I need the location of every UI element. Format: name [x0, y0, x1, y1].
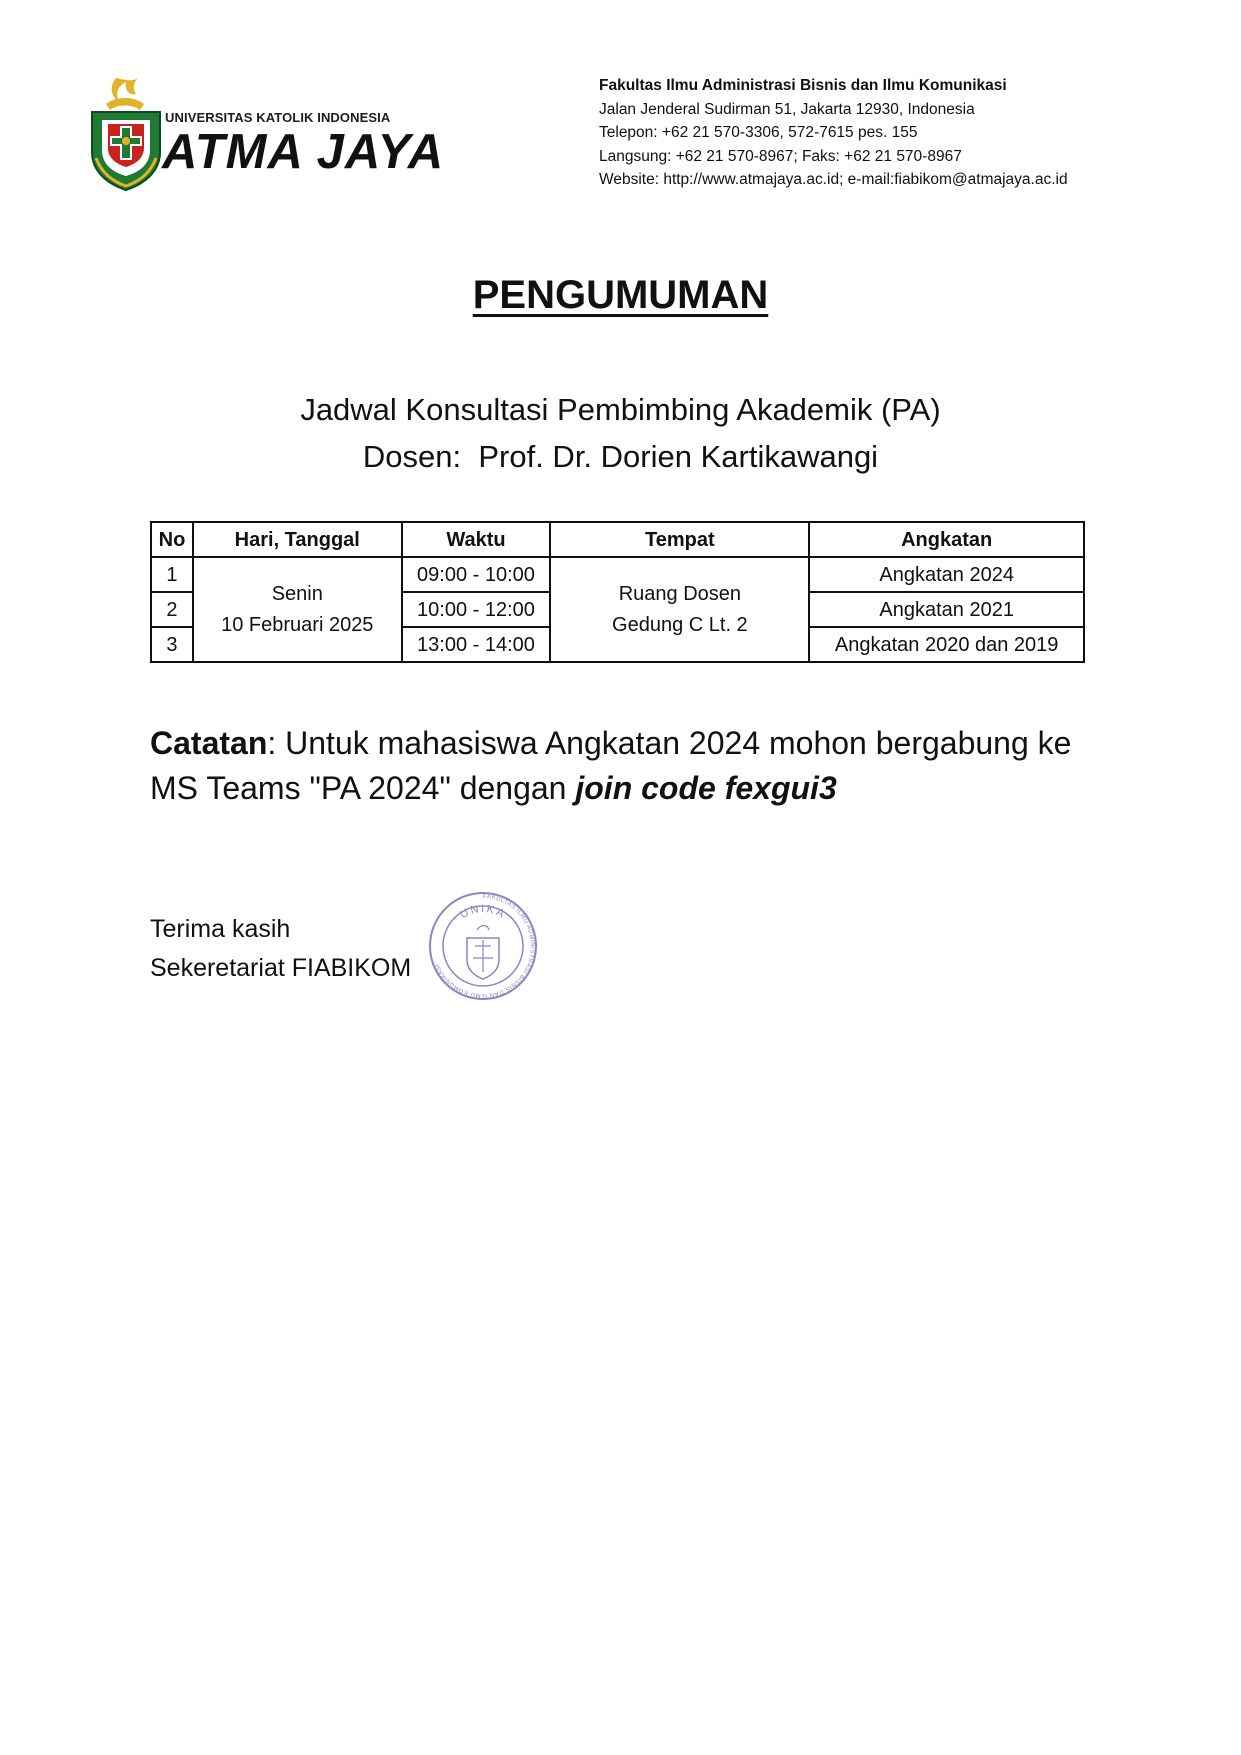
cell-time: 10:00 - 12:00	[402, 592, 551, 627]
note-text: : Untuk mahasiswa Angkatan 2024 mohon bergabung ke MS Teams "PA 2024" dengan	[150, 725, 1072, 806]
cell-cohort: Angkatan 2021	[809, 592, 1084, 627]
cell-cohort: Angkatan 2020 dan 2019	[809, 627, 1084, 662]
svg-text:UNIKA	[458, 903, 508, 921]
schedule-table	[150, 521, 1085, 663]
join-code: join code fexgui3	[575, 770, 837, 806]
table-header-row	[151, 522, 1084, 557]
cell-day-date	[193, 557, 402, 662]
atma-jaya-emblem-icon	[86, 74, 166, 192]
faculty-address: Jalan Jenderal Sudirman 51, Jakarta 12930, Indonesia	[599, 100, 975, 118]
announcement-title	[0, 270, 1241, 320]
faculty-contact-block	[599, 74, 1068, 192]
announcement-title-text: PENGUMUMAN	[472, 273, 769, 317]
cell-time: 09:00 - 10:00	[402, 557, 551, 592]
column-header-no: No	[151, 522, 193, 557]
logo-university-text: UNIVERSITAS KATOLIK INDONESIA	[165, 110, 391, 125]
cell-place	[550, 557, 809, 662]
note-paragraph	[150, 721, 1110, 811]
column-header-place: Tempat	[550, 522, 809, 557]
closing-thanks: Terima kasih	[150, 915, 291, 943]
column-header-date: Hari, Tanggal	[193, 522, 402, 557]
cell-cohort: Angkatan 2024	[809, 557, 1084, 592]
column-header-time: Waktu	[402, 522, 551, 557]
faculty-stamp	[427, 890, 539, 1002]
subtitle-line-1: Jadwal Konsultasi Pembimbing Akademik (PA)	[300, 392, 941, 427]
cell-place-line-1: Ruang Dosen	[618, 582, 742, 605]
cell-no: 3	[151, 627, 193, 662]
cell-date: 10 Februari 2025	[221, 613, 374, 636]
stamp-ring-text: FAKULTAS ILMU ADMINISTRASI BISNIS DAN ILMU KOMUNIKASI	[434, 893, 535, 999]
cell-place-line-2: Gedung C Lt. 2	[612, 613, 748, 636]
table-row	[151, 557, 1084, 592]
cell-day: Senin	[271, 582, 323, 605]
cell-no: 2	[151, 592, 193, 627]
faculty-name: Fakultas Ilmu Administrasi Bisnis dan Ilmu Komunikasi	[599, 77, 1007, 94]
logo-name-text: ATMA JAYA	[162, 125, 445, 179]
faculty-website: Website: http://www.atmajaya.ac.id; e-mail:fiabikom@atmajaya.ac.id	[599, 171, 1068, 188]
note-label: Catatan	[150, 725, 268, 761]
cell-no: 1	[151, 557, 193, 592]
cell-time: 13:00 - 14:00	[402, 627, 551, 662]
subtitle-line-2: Dosen: Prof. Dr. Dorien Kartikawangi	[362, 439, 879, 474]
closing-signature: Sekeretariat FIABIKOM	[150, 954, 412, 982]
faculty-direct-line: Langsung: +62 21 570-8967; Faks: +62 21 570-8967	[599, 147, 962, 165]
stamp-top-text: UNIKA	[458, 902, 508, 922]
closing-block	[150, 910, 411, 988]
university-logo	[86, 74, 445, 192]
stamp-seal-icon	[427, 890, 539, 1002]
column-header-cohort: Angkatan	[809, 522, 1084, 557]
faculty-phone: Telepon: +62 21 570-3306, 572-7615 pes. 155	[599, 124, 918, 141]
schedule-subtitle	[0, 386, 1241, 480]
